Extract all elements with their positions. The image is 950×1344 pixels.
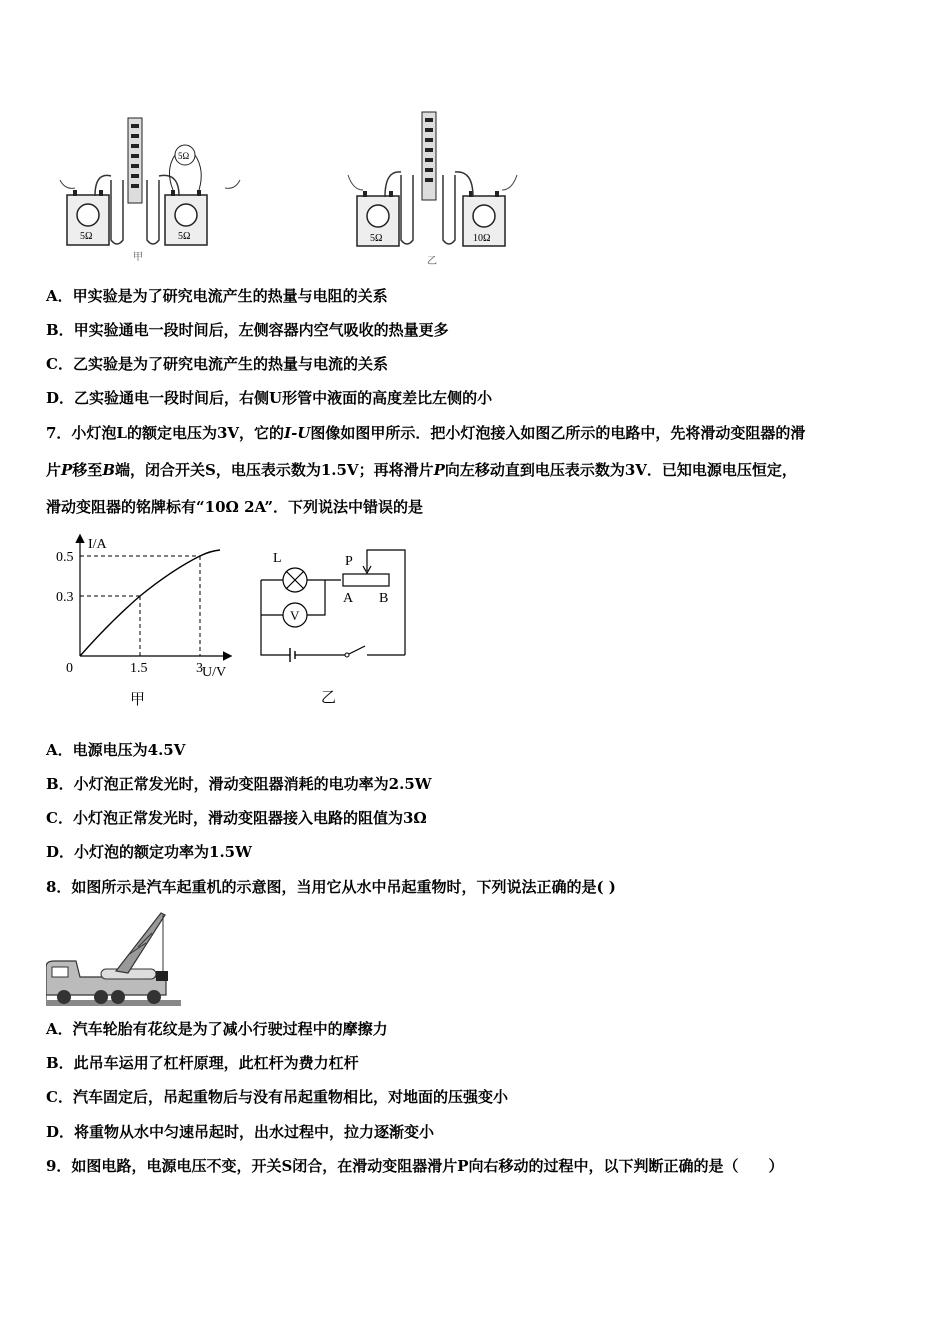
q7-option-a: A．电源电压为4.5V <box>46 741 186 759</box>
x-tick-label: 3 <box>196 661 203 676</box>
wheel-icon <box>147 990 161 1004</box>
iu-curve <box>80 550 220 656</box>
left-box-resistance: 5Ω <box>80 231 93 242</box>
q6-option-d: D．乙实验通电一段时间后，右侧U形管中液面的高度差比左侧的小 <box>46 389 493 407</box>
end-a-label: A <box>343 591 354 606</box>
wheel-icon <box>111 990 125 1004</box>
right-box-resistance: 5Ω <box>178 231 191 242</box>
q8-option-c: C．汽车固定后，吊起重物后与没有吊起重物相比，对地面的压强变小 <box>46 1088 508 1106</box>
q7-stem-line3: 滑动变阻器的铭牌标有“10Ω 2A”．下列说法中错误的是 <box>46 498 424 516</box>
q8-option-b: B．此吊车运用了杠杆原理，此杠杆为费力杠杆 <box>46 1054 359 1072</box>
joule-experiment-yi-figure <box>345 110 525 270</box>
joule-experiment-jia-figure <box>55 110 245 270</box>
slider-label: P <box>345 554 353 569</box>
right-box-resistance: 10Ω <box>473 233 491 244</box>
fig-jia-caption: 甲 <box>133 252 143 263</box>
rheostat-icon <box>343 574 389 586</box>
origin-label: 0 <box>66 661 73 676</box>
q8-option-a: A．汽车轮胎有花纹是为了减小行驶过程中的摩擦力 <box>46 1020 388 1038</box>
wheel-icon <box>94 990 108 1004</box>
iu-graph-chart <box>50 528 250 710</box>
circuit-diagram <box>255 540 415 710</box>
q7-stem-line2: 片P移至B端，闭合开关S，电压表示数为1.5V；再将滑片P向左移动直到电压表示数为3V．已知电源电压恒定， <box>46 461 797 479</box>
y-tick-label: 0.5 <box>56 550 74 565</box>
lamp-label: L <box>273 551 282 566</box>
load-icon <box>156 971 168 981</box>
q7-option-b: B．小灯泡正常发光时，滑动变阻器消耗的电功率为2.5W <box>46 775 432 793</box>
graph-caption: 甲 <box>130 692 146 708</box>
battery-icon <box>290 648 295 662</box>
x-axis-label: U/V <box>202 665 227 680</box>
q7-option-d: D．小灯泡的额定功率为1.5W <box>46 843 252 861</box>
iu-italic: I-U <box>284 424 311 442</box>
q8-stem: 8．如图所示是汽车起重机的示意图，当用它从水中吊起重物时，下列说法正确的是( ) <box>46 878 616 896</box>
top-resistor-label: 5Ω <box>178 151 190 161</box>
q6-option-c: C．乙实验是为了研究电流产生的热量与电流的关系 <box>46 355 388 373</box>
x-tick-label: 1.5 <box>130 661 148 676</box>
crane-truck-figure <box>46 905 181 1010</box>
y-axis-label: I/A <box>88 537 107 552</box>
end-b-label: B <box>379 591 389 606</box>
y-tick-label: 0.3 <box>56 590 74 605</box>
q6-option-a: A．甲实验是为了研究电流产生的热量与电阻的关系 <box>46 287 388 305</box>
voltmeter-label: V <box>290 608 300 623</box>
switch-icon <box>347 646 365 655</box>
q6-option-b: B．甲实验通电一段时间后，左侧容器内空气吸收的热量更多 <box>46 321 449 339</box>
circuit-caption: 乙 <box>321 690 337 706</box>
q8-option-d: D．将重物从水中匀速吊起时，出水过程中，拉力逐渐变小 <box>46 1123 435 1141</box>
q9-stem: 9．如图电路，电源电压不变，开关S闭合，在滑动变阻器滑片P向右移动的过程中，以下判断正确的是（ ） <box>46 1157 784 1175</box>
q7-option-c: C．小灯泡正常发光时，滑动变阻器接入电路的阻值为3Ω <box>46 809 427 827</box>
left-box-resistance: 5Ω <box>370 233 383 244</box>
q7-stem-line1: 7．小灯泡L的额定电压为3V，它的I-U图像如图甲所示．把小灯泡接入如图乙所示的电路中，先将滑动变阻器的滑 <box>46 424 806 442</box>
wheel-icon <box>57 990 71 1004</box>
fig-yi-caption: 乙 <box>427 256 437 267</box>
